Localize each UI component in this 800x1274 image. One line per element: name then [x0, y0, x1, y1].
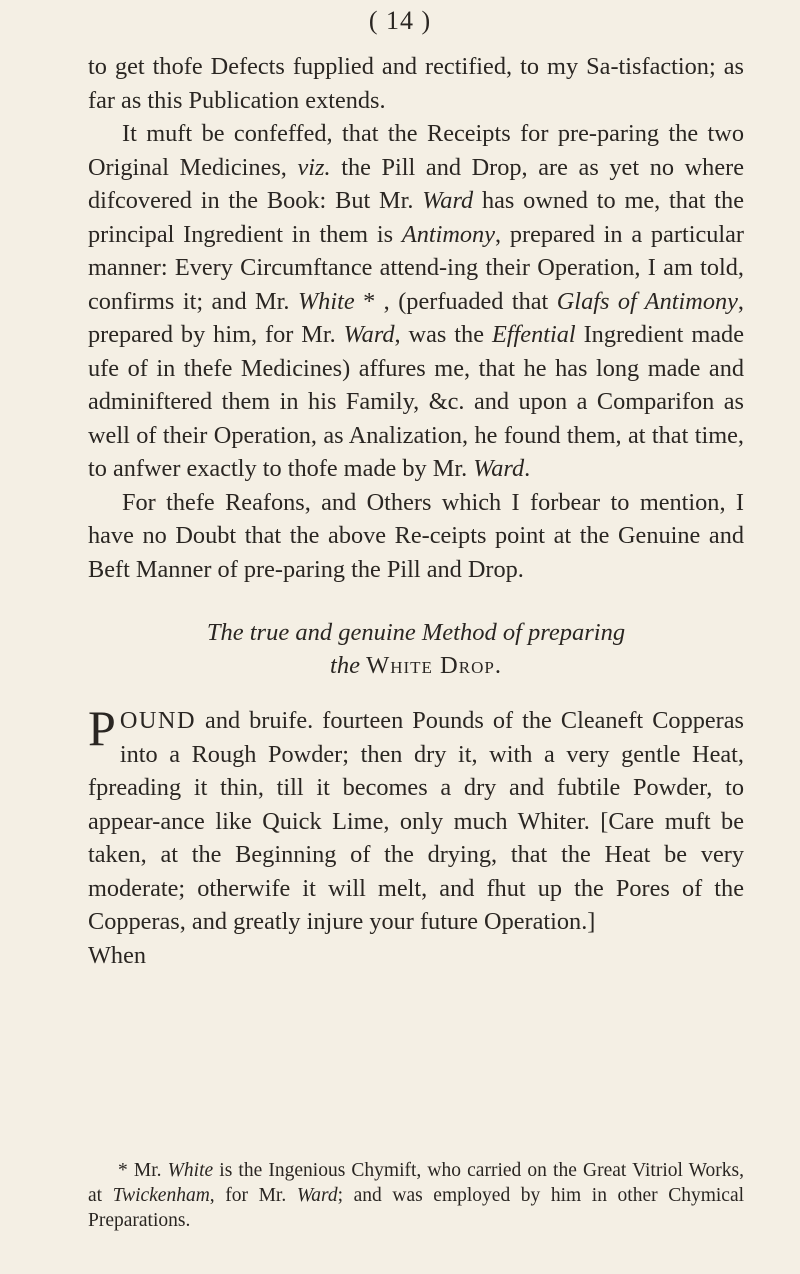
catchword: When [88, 941, 147, 969]
italic-text: Glafs of Antimony [556, 287, 738, 315]
text-run: It muft be confeffed, that the Receipts for pre-paring the two Original Medicines, [88, 120, 744, 181]
italic-text: Ward [296, 1185, 338, 1206]
text-run: the Pill and Drop, are as yet no where difcovered in the Book: But Mr. [88, 153, 744, 214]
page-number: ( 14 ) [368, 6, 432, 35]
section-heading [88, 616, 744, 682]
heading-italic: the [330, 652, 367, 679]
text-run: , prepared by him, for Mr. [88, 287, 744, 348]
italic-text: Ward [422, 187, 474, 214]
heading-line-2 [88, 649, 744, 682]
text-run: Ingredient made ufe of in thefe Medicines) affures me, that he has long made and adminiftered them in his Family, &c. and upon a Comparifon as well of their Operation, as Analization, he found them, at that time, to anfwer exactly to thofe made by Mr. [88, 321, 744, 482]
text-run: ; and was employed by him in other Chymical Preparations. [88, 1185, 745, 1231]
paragraph-3: For thefe Reafons, and Others which I forbear to mention, I have no Doubt that the above Re-ceipts point at the Genuine and Beft Manner of pre-paring the Pill and Drop. [88, 488, 744, 583]
paragraph-1 [88, 50, 744, 117]
text-run: is the Ingenious Chymift, who carried on the Great Vitriol Works, at [88, 1160, 744, 1206]
italic-text: viz. [297, 153, 331, 181]
paragraph-2 [88, 117, 744, 486]
italic-text: Twickenham [112, 1185, 210, 1206]
italic-text: Ward [473, 455, 525, 482]
text-run: and bruife. fourteen Pounds of the Cleaneft Copperas into a Rough Powder; then dry it, with a very gentle Heat, fpreading it thin, till it becomes a dry and fubtile Powder, to appear-ance like Quick Lime, only much Whiter. [Care muft be taken, at the Beginning of the drying, that the Heat be very moderate; otherwife it will melt, and fhut up the Pores of the Copperas, and greatly injure your future Operation.] [88, 707, 744, 935]
text-run: * , (perfuaded that [354, 287, 557, 315]
footnote [88, 1158, 744, 1233]
italic-text: Effential [491, 321, 576, 348]
main-text [88, 50, 744, 972]
italic-text: Antimony [401, 220, 495, 248]
text-run: , for Mr. [209, 1185, 297, 1206]
heading-small-caps: White Drop. [366, 652, 502, 679]
drop-cap: P [88, 700, 116, 756]
text-run: has owned to me, that the principal Ingredient in them is [88, 187, 744, 248]
text-run: , was the [394, 321, 492, 348]
italic-text: White [167, 1160, 214, 1181]
text-run: . [524, 455, 531, 482]
text-run: , prepared in a particular manner: Every Circumftance attend-ing their Operation, I am told, confirms it; and Mr. [88, 220, 744, 315]
paragraph-4 [88, 700, 744, 939]
text-run: to get thofe Defects fupplied and rectified, to my Sa-tisfaction; as far as this Publication extends. [88, 53, 744, 114]
italic-text: Ward [343, 321, 395, 348]
heading-line-1: The true and genuine Method of preparing [206, 619, 626, 646]
lead-word: OUND [119, 707, 196, 734]
text-run: * Mr. [118, 1160, 168, 1181]
italic-text: White [297, 287, 355, 315]
